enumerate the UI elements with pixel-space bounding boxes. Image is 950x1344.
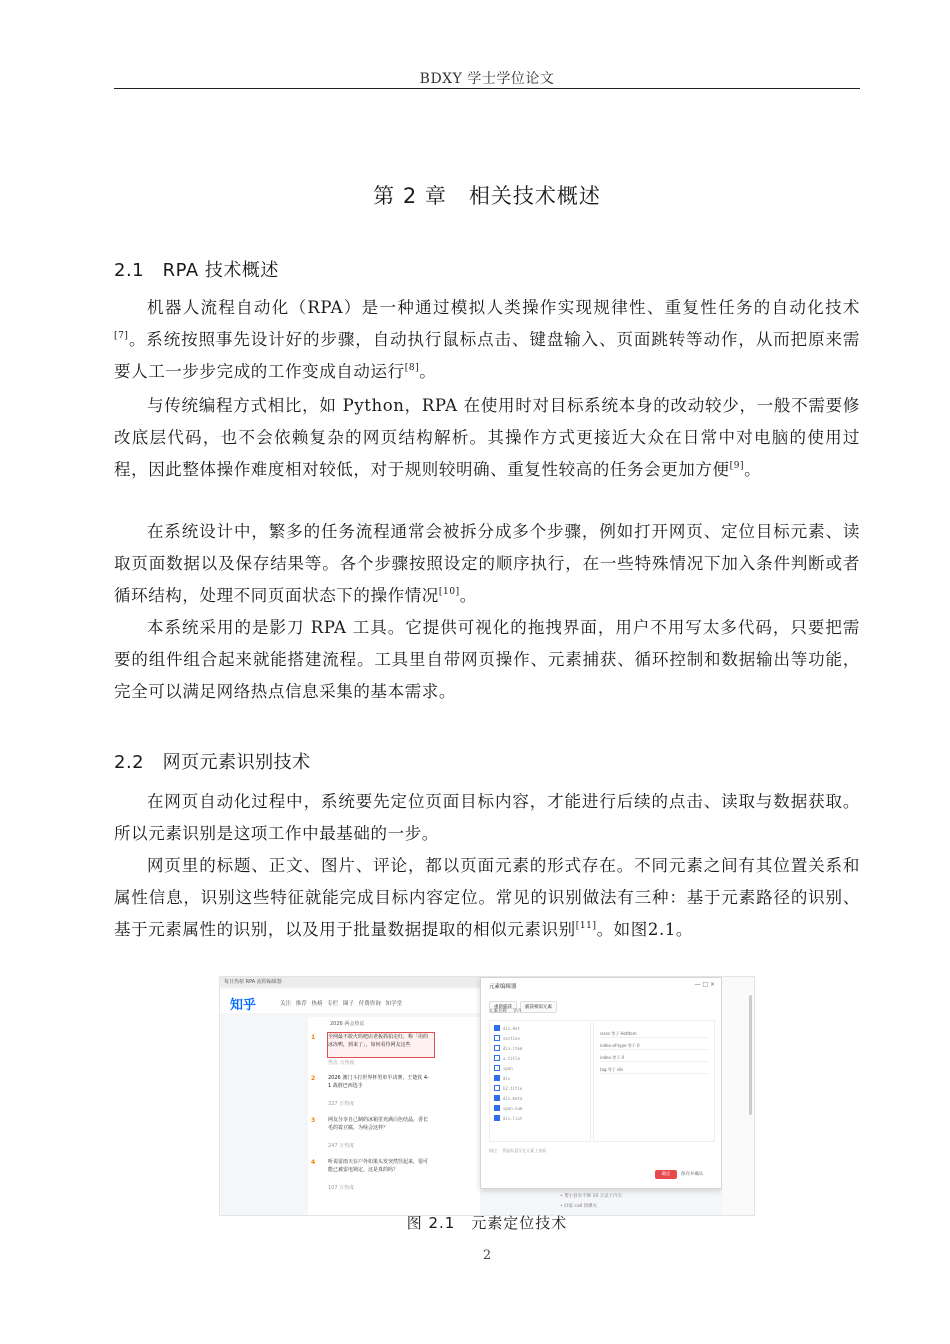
- element-tree: [489, 1020, 591, 1142]
- capture-similar-button[interactable]: 捕获相似元素: [520, 1001, 557, 1013]
- paragraph-1: 机器人流程自动化（RPA）是一种通过模拟人类操作实现规律性、重复性任务的自动化技术[7]。系统按照事先设计好的步骤，自动执行鼠标点击、键盘输入、页面跳转等动作，从而把原来需要人工一步步完成的工作变成自动运行[8]。: [114, 298, 860, 381]
- side-note: • 帮小县有不够 10 万以下汽车: [560, 1194, 623, 1199]
- attribute-row[interactable]: index 等于 0: [600, 1055, 708, 1062]
- tree-node[interactable]: div: [494, 1075, 586, 1081]
- figure-caption: 图 2.1 元素定位技术: [406, 1214, 568, 1232]
- zhihu-nav-links: 关注 推荐 热榜 专栏 圈子 付费咨询 知学堂: [280, 1001, 402, 1007]
- attribute-row[interactable]: index-of-type 等于 0: [600, 1043, 708, 1050]
- browser-tab-title: 每日热榜 RPA 流程编辑器: [224, 979, 282, 985]
- paragraph-5: 在网页自动化过程中，系统要先定位页面目标内容，才能进行后续的点击、读取与数据获取。所以元素识别是这项工作中最基础的一步。: [114, 792, 860, 843]
- tree-node[interactable]: div.meta: [494, 1095, 586, 1101]
- tree-node[interactable]: span.num: [494, 1105, 586, 1111]
- hot-item-title: 2026 澳门斗打世界杯男单半决赛，王楚钦 4-1 战胜巴西选手: [328, 1075, 429, 1089]
- confirm-button[interactable]: 确定: [655, 1170, 677, 1179]
- window-controls[interactable]: — □ ×: [694, 981, 715, 988]
- scrollbar[interactable]: [749, 995, 752, 1115]
- hot-item-title: 全网最不敢火吗吧店老板抓拍走红，称「用的冰冻鸭，到来了」，如何看待网友这些: [328, 1034, 429, 1048]
- hot-rank: 2: [311, 1075, 316, 1082]
- tree-node[interactable]: div.item: [494, 1045, 586, 1051]
- path-hint: 路径： 将鼠标悬浮在元素上查看: [489, 1148, 547, 1153]
- hot-item-meta: 热点 万热度: [328, 1060, 355, 1066]
- page-header: BDXY 学士学位论文: [419, 71, 555, 87]
- tree-node[interactable]: div.list: [494, 1115, 586, 1121]
- hot-item-meta: 107 万热度: [328, 1185, 355, 1191]
- page-number: 2: [482, 1248, 492, 1263]
- hot-item-meta: 327 万热度: [328, 1101, 355, 1107]
- paragraph-6: 网页里的标题、正文、图片、评论，都以页面元素的形式存在。不同元素之间有其位置关系和属性信息，识别这些特征就能完成目标内容定位。常见的识别做法有三种：基于元素路径的识别、基于元素属性的识别，以及用于批量数据提取的相似元素识别[11]。如图2.1。: [114, 856, 860, 939]
- attribute-row[interactable]: class 等于 HotItem: [600, 1031, 708, 1038]
- hot-list-header: 2026 两会热议: [330, 1021, 365, 1027]
- save-confirm-button[interactable]: 保存并确认: [681, 1172, 704, 1177]
- paragraph-4: 本系统采用的是影刀 RPA 工具。它提供可视化的拖拽界面，用户不用写太多代码，只要把需要的组件组合起来就能搭建流程。工具里自带网页操作、元素捕获、循环控制和数据输出等功能，完全可以满足网络热点信息采集的基本需求。: [114, 618, 860, 701]
- attribute-table: [593, 1020, 715, 1142]
- dialog-subtabs: 元素名称 节点: [489, 1009, 522, 1014]
- side-note: • 回家 call 到爆火: [560, 1204, 598, 1209]
- tree-node[interactable]: h2.title: [494, 1085, 586, 1091]
- paragraph-3: 在系统设计中，繁多的任务流程通常会被拆分成多个步骤，例如打开网页、定位目标元素、读取页面数据以及保存结果等。各个步骤按照设定的顺序执行，在一些特殊情况下加入条件判断或者循环结构，处理不同页面状态下的操作情况[10]。: [114, 522, 860, 605]
- section-title-2-1: 2.1 RPA 技术概述: [114, 260, 279, 281]
- figure-screenshot: [219, 976, 755, 1216]
- tree-node[interactable]: section: [494, 1035, 586, 1041]
- element-editor-dialog: [480, 977, 722, 1189]
- hot-rank: 4: [311, 1159, 316, 1166]
- hot-item-meta: 247 万热度: [328, 1143, 355, 1149]
- header-rule: [114, 88, 860, 89]
- chapter-title: 第 2 章 相关技术概述: [373, 184, 601, 208]
- recapture-button[interactable]: 重新捕获: [489, 1001, 517, 1013]
- hot-rank: 3: [311, 1117, 316, 1124]
- hot-rank: 1: [311, 1034, 316, 1041]
- zhihu-logo: 知乎: [230, 998, 257, 1013]
- tree-node[interactable]: span: [494, 1065, 586, 1071]
- section-title-2-2: 2.2 网页元素识别技术: [114, 752, 311, 773]
- dialog-title: 元素编辑器: [489, 984, 517, 990]
- hot-item-title: 听说雷雨天在户外如果头发突然竖起来，很可能已被雷电锁定，这是真的吗？: [328, 1159, 429, 1173]
- attribute-row[interactable]: tag 等于 div: [600, 1067, 708, 1074]
- paragraph-2: 与传统编程方式相比，如 Python，RPA 在使用时对目标系统本身的改动较少，一般不需要修改底层代码，也不会依赖复杂的网页结构解析。其操作方式更接近大众在日常中对电脑的使用过程，因此整体操作难度相对较低，对于规则较明确、重复性较高的任务会更加方便[9]。: [114, 396, 860, 479]
- hot-item-title: 网友分享自己制的冰箱里充满白色结晶，香长毛的霉豆腐，为啥会这样？: [328, 1117, 429, 1131]
- tree-node[interactable]: div.Hot: [494, 1025, 586, 1031]
- tree-node[interactable]: a.title: [494, 1055, 586, 1061]
